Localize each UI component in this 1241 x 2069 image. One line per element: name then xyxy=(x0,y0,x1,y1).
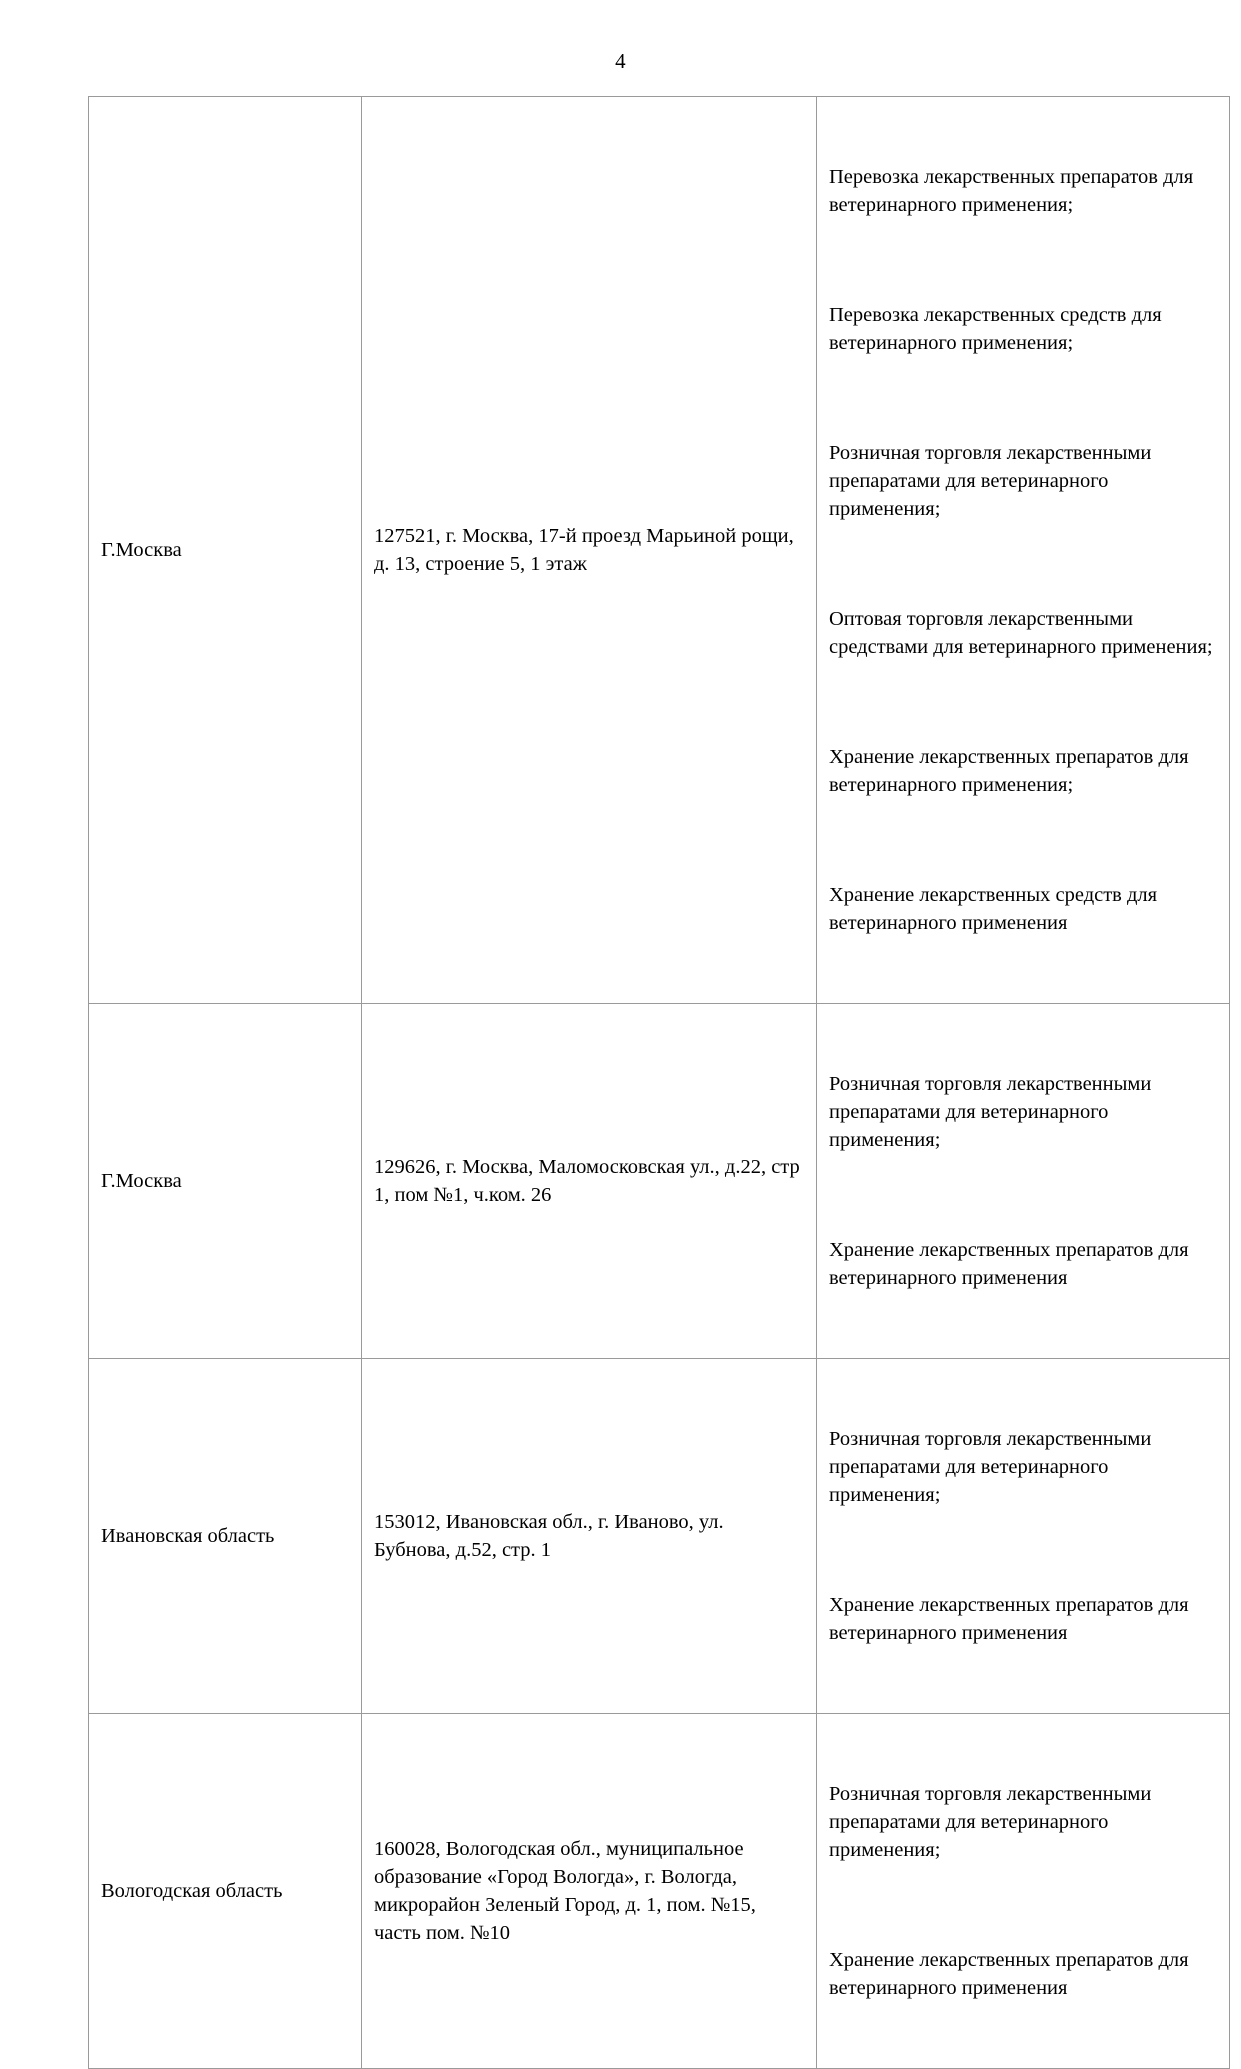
table-cell-address xyxy=(362,97,817,1004)
address-text: 153012, Ивановская обл., г. Иваново, ул. Бубнова, д.52, стр. 1 xyxy=(374,1511,729,1561)
activity-item: Перевозка лекарственных средств для ветеринарного применения; xyxy=(829,304,1167,354)
activity-item: Хранение лекарственных препаратов для ветеринарного применения xyxy=(829,1949,1194,1999)
table-row xyxy=(89,1004,1230,1359)
region-text: Вологодская область xyxy=(101,1880,283,1902)
table-cell-region xyxy=(89,1714,362,2069)
table-cell-address xyxy=(362,1359,817,1714)
table-cell-activities xyxy=(817,1359,1230,1714)
address-text: 127521, г. Москва, 17-й проезд Марьиной рощи, д. 13, строение 5, 1 этаж xyxy=(374,525,799,575)
table-cell-address xyxy=(362,1714,817,2069)
activity-item: Хранение лекарственных средств для ветеринарного применения xyxy=(829,884,1163,934)
activity-item: Хранение лекарственных препаратов для ветеринарного применения xyxy=(829,1239,1194,1289)
activity-list xyxy=(829,1369,1217,1703)
table-cell-address xyxy=(362,1004,817,1359)
activity-list xyxy=(829,1724,1217,2058)
activity-item: Хранение лекарственных препаратов для ветеринарного применения; xyxy=(829,746,1194,796)
region-text: Г.Москва xyxy=(101,1170,182,1192)
address-text: 129626, г. Москва, Маломосковская ул., д.22, стр 1, пом №1, ч.ком. 26 xyxy=(374,1156,805,1206)
table-cell-activities xyxy=(817,97,1230,1004)
table-cell-activities xyxy=(817,1714,1230,2069)
address-text: 160028, Вологодская обл., муниципальное образование «Город Вологда», г. Вологда, микрорайон Зеленый Город, д. 1, пом. №15, часть пом. №10 xyxy=(374,1838,762,1944)
region-text: Г.Москва xyxy=(101,539,182,561)
activity-item: Розничная торговля лекарственными препаратами для ветеринарного применения; xyxy=(829,442,1157,520)
activity-item: Розничная торговля лекарственными препаратами для ветеринарного применения; xyxy=(829,1428,1157,1506)
table-cell-activities xyxy=(817,1004,1230,1359)
activity-item: Розничная торговля лекарственными препаратами для ветеринарного применения; xyxy=(829,1073,1157,1151)
table-row xyxy=(89,1714,1230,2069)
activity-item: Розничная торговля лекарственными препаратами для ветеринарного применения; xyxy=(829,1783,1157,1861)
license-activities-table xyxy=(88,96,1230,2069)
table-cell-region xyxy=(89,97,362,1004)
table-cell-region xyxy=(89,1004,362,1359)
table-cell-region xyxy=(89,1359,362,1714)
activity-list xyxy=(829,107,1217,993)
table-row xyxy=(89,97,1230,1004)
activity-item: Перевозка лекарственных препаратов для ветеринарного применения; xyxy=(829,166,1199,216)
activity-item: Хранение лекарственных препаратов для ветеринарного применения xyxy=(829,1594,1194,1644)
region-text: Ивановская область xyxy=(101,1525,275,1547)
table-row xyxy=(89,1359,1230,1714)
page-number: 4 xyxy=(615,49,626,73)
activity-item: Оптовая торговля лекарственными средствами для ветеринарного применения; xyxy=(829,608,1213,658)
activity-list xyxy=(829,1014,1217,1348)
